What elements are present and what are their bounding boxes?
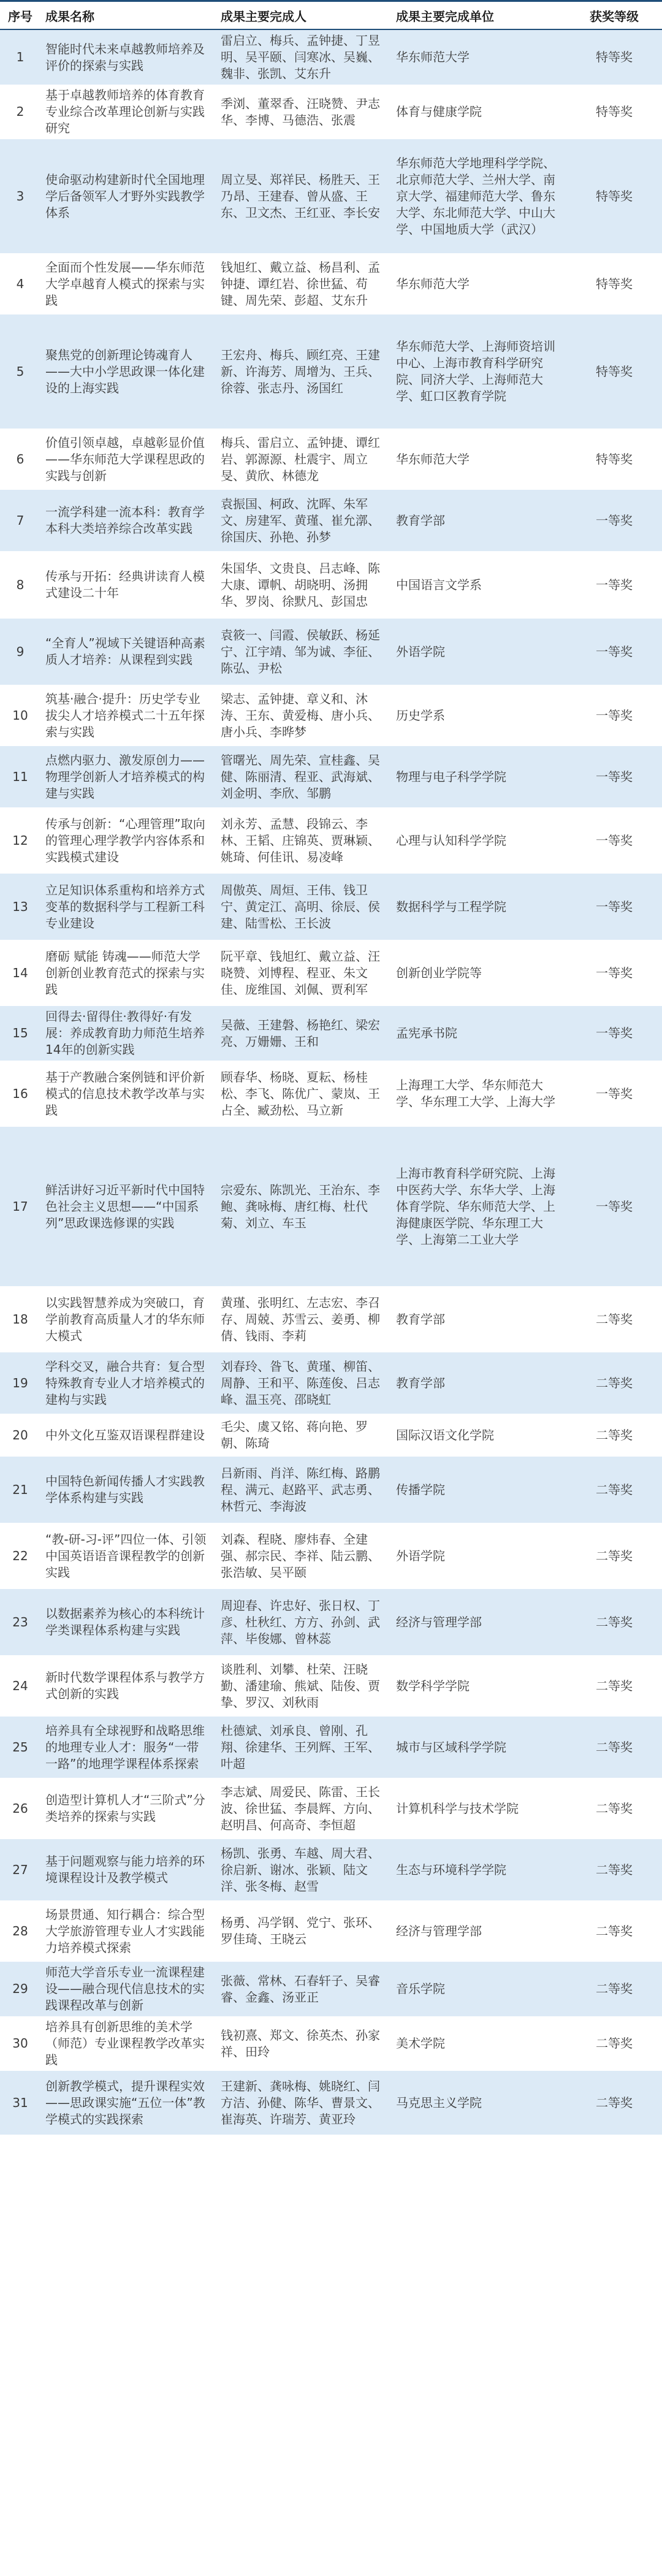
row-number: 10 (0, 685, 40, 746)
column-header-level: 获奖等级 (566, 1, 662, 30)
award-level: 二等奖 (566, 1414, 662, 1457)
table-row (0, 1061, 662, 1127)
table-row (0, 139, 662, 253)
completing-unit: 上海市教育科学研究院、上海中医药大学、东华大学、上海体育学院、华东师范大学、上海健康医学院、华东理工大学、上海第二工业大学 (391, 1127, 566, 1286)
column-header-name: 成果名称 (40, 1, 216, 30)
main-contributors: 刘森、程晓、廖炜春、全建强、郝宗民、李祥、陆云鹏、张浩敏、吴平颐 (216, 1523, 391, 1589)
main-contributors: 杨勇、冯学钢、党宁、张环、罗佳琦、王晓云 (216, 1900, 391, 1962)
table-row (0, 940, 662, 1006)
award-level: 二等奖 (566, 1352, 662, 1414)
table-header-row (0, 1, 662, 30)
completing-unit: 华东师范大学 (391, 29, 566, 85)
completing-unit: 心理与认知科学学院 (391, 807, 566, 874)
row-number: 14 (0, 940, 40, 1006)
completing-unit: 音乐学院 (391, 1962, 566, 2016)
main-contributors: 周傲英、周烜、王伟、钱卫宁、黄定江、高明、徐辰、侯建、陆雪松、王长波 (216, 874, 391, 940)
achievement-name: 基于产教融合案例链和评价新模式的信息技术教学改革与实践 (40, 1061, 216, 1127)
main-contributors: 黄瑾、张明红、左志宏、李召存、周兢、苏雪云、姜勇、柳倩、钱雨、李莉 (216, 1286, 391, 1352)
achievement-name: 创新教学模式，提升课程实效——思政课实施“五位一体”教学模式的实践探索 (40, 2071, 216, 2135)
award-level: 一等奖 (566, 940, 662, 1006)
completing-unit: 传播学院 (391, 1457, 566, 1523)
award-level: 二等奖 (566, 1457, 662, 1523)
main-contributors: 刘春玲、昝飞、黄瑾、柳笛、周静、王和平、陈莲俊、吕志峰、温玉亮、邵晓虹 (216, 1352, 391, 1414)
achievement-name: 学科交叉，融合共育：复合型特殊教育专业人才培养模式的建构与实践 (40, 1352, 216, 1414)
table-row (0, 1900, 662, 1962)
row-number: 21 (0, 1457, 40, 1523)
award-level: 一等奖 (566, 551, 662, 619)
row-number: 15 (0, 1006, 40, 1061)
table-row (0, 1286, 662, 1352)
row-number: 24 (0, 1655, 40, 1717)
table-row (0, 746, 662, 807)
table-row (0, 1006, 662, 1061)
row-number: 23 (0, 1589, 40, 1655)
table-row (0, 1778, 662, 1839)
main-contributors: 张薇、常林、石春轩子、吴睿睿、金鑫、汤亚正 (216, 1962, 391, 2016)
main-contributors: 吴薇、王建磐、杨艳红、梁宏亮、万姗姗、王和 (216, 1006, 391, 1061)
main-contributors: 朱国华、文贵良、吕志峰、陈大康、谭帆、胡晓明、汤拥华、罗岗、徐默凡、彭国忠 (216, 551, 391, 619)
completing-unit: 历史学系 (391, 685, 566, 746)
award-level: 二等奖 (566, 1900, 662, 1962)
main-contributors: 宗爱东、陈凯光、王治东、李鲍、龚咏梅、唐红梅、杜代菊、刘立、车玉 (216, 1127, 391, 1286)
completing-unit: 华东师范大学、上海师资培训中心、上海市教育科学研究院、同济大学、上海师范大学、虹口区教育学院 (391, 314, 566, 429)
table-row (0, 1589, 662, 1655)
achievement-name: 点燃内驱力、激发原创力——物理学创新人才培养模式的构建与实践 (40, 746, 216, 807)
table-row (0, 1655, 662, 1717)
main-contributors: 管曙光、周先荣、宣桂鑫、吴健、陈丽清、程亚、武海斌、刘金明、李欣、邹鹏 (216, 746, 391, 807)
award-level: 二等奖 (566, 1655, 662, 1717)
award-level: 一等奖 (566, 685, 662, 746)
completing-unit: 华东师范大学 (391, 253, 566, 314)
award-level: 二等奖 (566, 2071, 662, 2135)
main-contributors: 顾春华、杨晓、夏耘、杨桂松、李飞、陈优广、蒙岚、王占全、臧劲松、马立新 (216, 1061, 391, 1127)
table-row (0, 1839, 662, 1900)
achievement-name: 一流学科建一流本科：教育学本科大类培养综合改革实践 (40, 490, 216, 551)
achievement-name: 以数据素养为核心的本科统计学类课程体系构建与实践 (40, 1589, 216, 1655)
completing-unit: 数学科学学院 (391, 1655, 566, 1717)
achievement-name: 聚焦党的创新理论铸魂育人——大中小学思政课一体化建设的上海实践 (40, 314, 216, 429)
table-row (0, 874, 662, 940)
row-number: 6 (0, 429, 40, 490)
main-contributors: 周立旻、郑祥民、杨胜天、王乃昂、王建春、曾从盛、王东、卫文杰、王红亚、李长安 (216, 139, 391, 253)
award-level: 特等奖 (566, 429, 662, 490)
main-contributors: 刘永芳、孟慧、段锦云、李林、王韬、庄锦英、贾琳颖、姚琦、何佳讯、易凌峰 (216, 807, 391, 874)
achievement-name: 智能时代未来卓越教师培养及评价的探索与实践 (40, 29, 216, 85)
achievement-name: 新时代数学课程体系与教学方式创新的实践 (40, 1655, 216, 1717)
completing-unit: 计算机科学与技术学院 (391, 1778, 566, 1839)
table-row (0, 551, 662, 619)
main-contributors: 钱初熹、郑文、徐英杰、孙家祥、田玲 (216, 2016, 391, 2071)
completing-unit: 马克思主义学院 (391, 2071, 566, 2135)
row-number: 8 (0, 551, 40, 619)
table-row (0, 85, 662, 139)
completing-unit: 外语学院 (391, 1523, 566, 1589)
achievement-name: 使命驱动构建新时代全国地理学后备领军人才野外实践教学体系 (40, 139, 216, 253)
completing-unit: 城市与区域科学学院 (391, 1717, 566, 1778)
award-level: 二等奖 (566, 1962, 662, 2016)
row-number: 19 (0, 1352, 40, 1414)
table-row (0, 807, 662, 874)
column-header-number: 序号 (0, 1, 40, 30)
award-level: 一等奖 (566, 1006, 662, 1061)
row-number: 25 (0, 1717, 40, 1778)
row-number: 2 (0, 85, 40, 139)
completing-unit: 国际汉语文化学院 (391, 1414, 566, 1457)
table-row (0, 253, 662, 314)
achievement-name: 鲜活讲好习近平新时代中国特色社会主义思想——“中国系列”思政课选修课的实践 (40, 1127, 216, 1286)
table-row (0, 29, 662, 85)
completing-unit: 物理与电子科学学院 (391, 746, 566, 807)
table-row (0, 619, 662, 685)
achievement-name: 培养具有全球视野和战略思维的地理专业人才：服务“一带一路”的地理学课程体系探索 (40, 1717, 216, 1778)
achievement-name: 中国特色新闻传播人才实践教学体系构建与实践 (40, 1457, 216, 1523)
table-row (0, 1717, 662, 1778)
row-number: 7 (0, 490, 40, 551)
table-body (0, 29, 662, 2135)
completing-unit: 中国语言文学系 (391, 551, 566, 619)
table-row (0, 314, 662, 429)
achievement-name: 基于问题观察与能力培养的环境课程设计及教学模式 (40, 1839, 216, 1900)
achievement-name: 立足知识体系重构和培养方式变革的数据科学与工程新工科专业建设 (40, 874, 216, 940)
main-contributors: 季浏、董翠香、汪晓赞、尹志华、李博、马德浩、张震 (216, 85, 391, 139)
row-number: 26 (0, 1778, 40, 1839)
row-number: 17 (0, 1127, 40, 1286)
achievement-name: 以实践智慧养成为突破口，育学前教育高质量人才的华东师大模式 (40, 1286, 216, 1352)
achievement-name: 价值引领卓越，卓越彰显价值——华东师范大学课程思政的实践与创新 (40, 429, 216, 490)
award-level: 一等奖 (566, 807, 662, 874)
table-row (0, 429, 662, 490)
row-number: 30 (0, 2016, 40, 2071)
completing-unit: 数据科学与工程学院 (391, 874, 566, 940)
achievement-name: 筑基·融合·提升：历史学专业拔尖人才培养模式二十五年探索与实践 (40, 685, 216, 746)
award-level: 一等奖 (566, 1127, 662, 1286)
award-level: 特等奖 (566, 85, 662, 139)
row-number: 18 (0, 1286, 40, 1352)
achievement-name: 创造型计算机人才“三阶式”分类培养的探索与实践 (40, 1778, 216, 1839)
award-level: 一等奖 (566, 874, 662, 940)
completing-unit: 孟宪承书院 (391, 1006, 566, 1061)
main-contributors: 袁筱一、闫霞、侯敏跃、杨延宁、江宇靖、邹为诚、李征、陈弘、尹松 (216, 619, 391, 685)
row-number: 4 (0, 253, 40, 314)
award-level: 特等奖 (566, 139, 662, 253)
main-contributors: 李志斌、周爱民、陈雷、王长波、徐世猛、李晨辉、方向、赵明昌、何高奇、李恒超 (216, 1778, 391, 1839)
row-number: 20 (0, 1414, 40, 1457)
achievement-name: 基于卓越教师培养的体育教育专业综合改革理论创新与实践研究 (40, 85, 216, 139)
completing-unit: 教育学部 (391, 490, 566, 551)
achievement-name: 磨砺 赋能 铸魂——师范大学创新创业教育范式的探索与实践 (40, 940, 216, 1006)
main-contributors: 王建新、龚咏梅、姚晓红、闫方洁、孙健、陈华、曹景文、崔海英、许瑞芳、黄亚玲 (216, 2071, 391, 2135)
achievement-name: “教-研-习-评”四位一体、引领中国英语语音课程教学的创新实践 (40, 1523, 216, 1589)
achievement-name: 传承与开拓：经典讲读育人模式建设二十年 (40, 551, 216, 619)
row-number: 31 (0, 2071, 40, 2135)
award-level: 二等奖 (566, 1839, 662, 1900)
table-row (0, 1127, 662, 1286)
award-level: 特等奖 (566, 253, 662, 314)
main-contributors: 周迎春、许忠好、张日权、丁彦、杜秋红、方方、孙剑、武萍、毕俊娜、曾林蕊 (216, 1589, 391, 1655)
row-number: 28 (0, 1900, 40, 1962)
award-level: 特等奖 (566, 29, 662, 85)
completing-unit: 美术学院 (391, 2016, 566, 2071)
completing-unit: 外语学院 (391, 619, 566, 685)
row-number: 13 (0, 874, 40, 940)
table-row (0, 490, 662, 551)
table-row (0, 1962, 662, 2016)
achievement-name: 师范大学音乐专业一流课程建设——融合现代信息技术的实践课程改革与创新 (40, 1962, 216, 2016)
table-row (0, 2071, 662, 2135)
row-number: 22 (0, 1523, 40, 1589)
row-number: 27 (0, 1839, 40, 1900)
achievement-name: 回得去·留得住·教得好·有发展：养成教育助力师范生培养14年的创新实践 (40, 1006, 216, 1061)
column-header-unit: 成果主要完成单位 (391, 1, 566, 30)
row-number: 16 (0, 1061, 40, 1127)
completing-unit: 经济与管理学部 (391, 1589, 566, 1655)
table-row (0, 1523, 662, 1589)
main-contributors: 钱旭红、戴立益、杨昌利、孟钟捷、谭红岩、徐世猛、苟键、周先荣、彭超、艾东升 (216, 253, 391, 314)
row-number: 9 (0, 619, 40, 685)
completing-unit: 经济与管理学部 (391, 1900, 566, 1962)
achievement-name: 全面而个性发展——华东师范大学卓越育人模式的探索与实践 (40, 253, 216, 314)
award-level: 二等奖 (566, 1778, 662, 1839)
table-row (0, 685, 662, 746)
award-level: 二等奖 (566, 2016, 662, 2071)
award-level: 一等奖 (566, 619, 662, 685)
achievement-name: 培养具有创新思维的美术学（师范）专业课程教学改革实践 (40, 2016, 216, 2071)
main-contributors: 袁振国、柯政、沈晖、朱军文、房建军、黄瑾、崔允漷、徐国庆、孙艳、孙梦 (216, 490, 391, 551)
award-level: 一等奖 (566, 746, 662, 807)
completing-unit: 生态与环境科学学院 (391, 1839, 566, 1900)
achievement-name: 传承与创新：“心理管理”取向的管理心理学教学内容体系和实践模式建设 (40, 807, 216, 874)
main-contributors: 阮平章、钱旭红、戴立益、汪晓赞、刘博程、程亚、朱文佳、庞维国、刘佩、贾利军 (216, 940, 391, 1006)
completing-unit: 上海理工大学、华东师范大学、华东理工大学、上海大学 (391, 1061, 566, 1127)
award-level: 特等奖 (566, 314, 662, 429)
column-header-people: 成果主要完成人 (216, 1, 391, 30)
main-contributors: 杨凯、张勇、车越、周大君、徐启新、谢冰、张颖、陆文洋、张冬梅、赵雪 (216, 1839, 391, 1900)
main-contributors: 梅兵、雷启立、孟钟捷、谭红岩、郭源源、杜震宇、周立旻、黄欣、林德龙 (216, 429, 391, 490)
main-contributors: 毛尖、虞又铭、蒋向艳、罗朝、陈琦 (216, 1414, 391, 1457)
completing-unit: 华东师范大学 (391, 429, 566, 490)
main-contributors: 杜德斌、刘承良、曾刚、孔翔、徐建华、王列辉、王军、叶超 (216, 1717, 391, 1778)
main-contributors: 王宏舟、梅兵、顾红亮、王建新、许海芳、周增为、王兵、徐蓉、张志丹、汤国红 (216, 314, 391, 429)
table-row (0, 1457, 662, 1523)
table-row (0, 2016, 662, 2071)
completing-unit: 体育与健康学院 (391, 85, 566, 139)
row-number: 29 (0, 1962, 40, 2016)
main-contributors: 梁志、孟钟捷、章义和、沐涛、王东、黄爱梅、唐小兵、唐小兵、李晔梦 (216, 685, 391, 746)
row-number: 11 (0, 746, 40, 807)
award-level: 一等奖 (566, 1061, 662, 1127)
main-contributors: 雷启立、梅兵、孟钟捷、丁昱明、吴平颐、闫寒冰、吴巍、魏非、张凯、艾东升 (216, 29, 391, 85)
main-contributors: 谈胜利、刘攀、杜荣、汪晓勤、潘建瑜、熊斌、陆俊、贾挚、罗汉、刘秋雨 (216, 1655, 391, 1717)
row-number: 1 (0, 29, 40, 85)
award-level: 二等奖 (566, 1717, 662, 1778)
achievement-name: “全育人”视域下关键语种高素质人才培养：从课程到实践 (40, 619, 216, 685)
award-level: 二等奖 (566, 1286, 662, 1352)
completing-unit: 华东师范大学地理科学学院、北京师范大学、兰州大学、南京大学、福建师范大学、鲁东大学、东北师范大学、中山大学、中国地质大学（武汉） (391, 139, 566, 253)
main-contributors: 吕新雨、肖洋、陈红梅、路鹏程、满元、赵路平、武志勇、林哲元、李海波 (216, 1457, 391, 1523)
achievement-name: 中外文化互鉴双语课程群建设 (40, 1414, 216, 1457)
award-level: 一等奖 (566, 490, 662, 551)
award-level: 二等奖 (566, 1523, 662, 1589)
row-number: 5 (0, 314, 40, 429)
row-number: 12 (0, 807, 40, 874)
row-number: 3 (0, 139, 40, 253)
achievement-name: 场景贯通、知行耦合：综合型大学旅游管理专业人才实践能力培养模式探索 (40, 1900, 216, 1962)
completing-unit: 教育学部 (391, 1352, 566, 1414)
table-row (0, 1414, 662, 1457)
table-row (0, 1352, 662, 1414)
completing-unit: 教育学部 (391, 1286, 566, 1352)
completing-unit: 创新创业学院等 (391, 940, 566, 1006)
award-level: 二等奖 (566, 1589, 662, 1655)
